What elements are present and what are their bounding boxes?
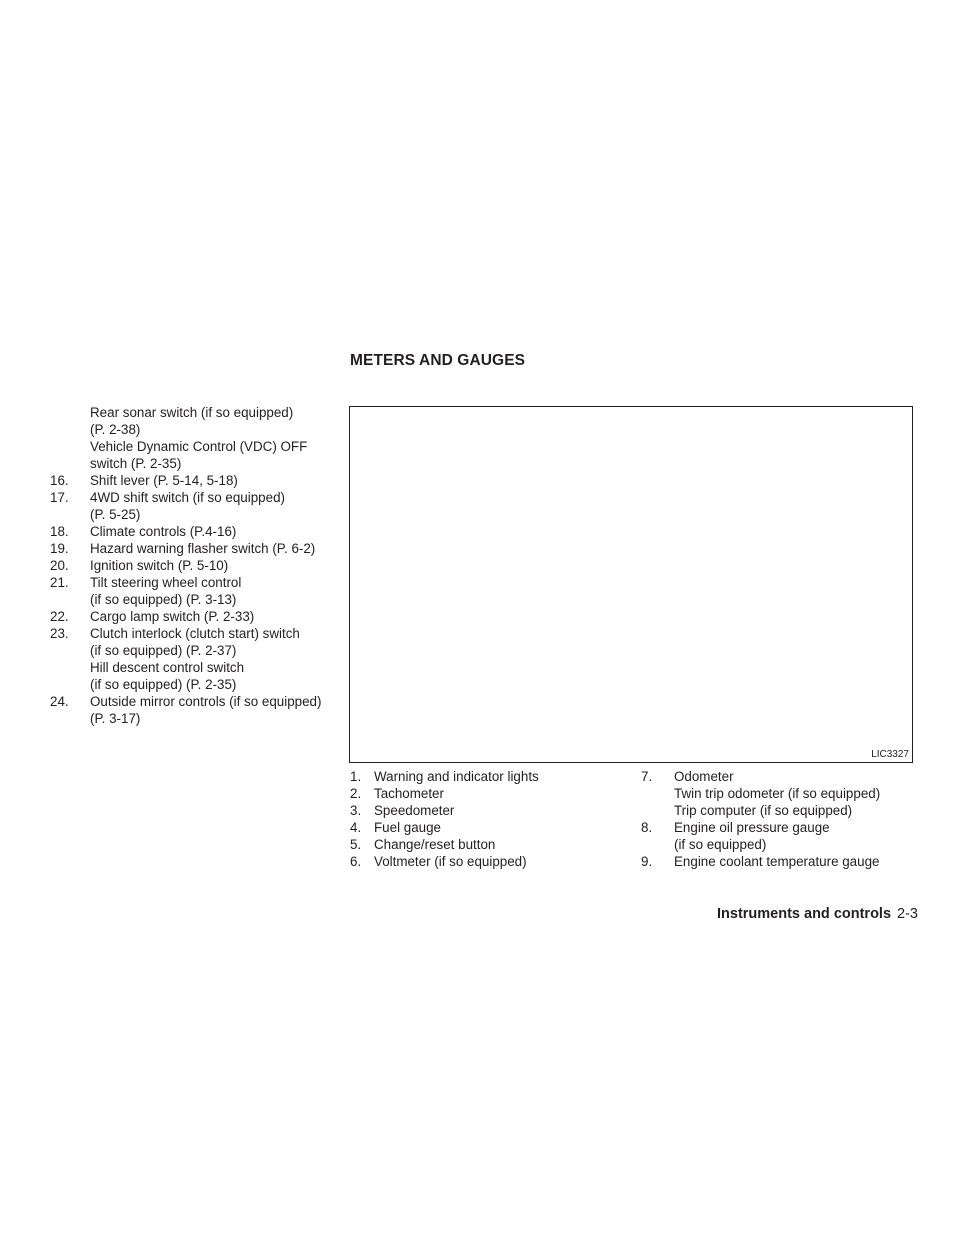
item-number: 17. xyxy=(50,490,69,505)
legend-item xyxy=(350,802,620,819)
item-number: 9. xyxy=(641,854,653,869)
legend-item xyxy=(641,819,921,853)
item-text: Engine oil pressure gauge xyxy=(674,820,830,835)
item-text: Vehicle Dynamic Control (VDC) OFF xyxy=(90,439,308,454)
list-item xyxy=(50,608,340,625)
item-text: Ignition switch (P. 5-10) xyxy=(90,558,229,573)
list-item xyxy=(50,472,340,489)
item-number: 18. xyxy=(50,524,69,539)
chapter-title: Instruments and controls xyxy=(717,906,892,922)
legend-item xyxy=(641,853,921,870)
item-number: 3. xyxy=(350,803,362,818)
item-text: Hill descent control switch xyxy=(90,660,245,675)
legend-item xyxy=(350,836,620,853)
item-number: 7. xyxy=(641,769,653,784)
item-number: 1. xyxy=(350,769,362,784)
controls-list xyxy=(50,404,340,727)
list-item xyxy=(50,540,340,557)
item-text: Speedometer xyxy=(374,803,455,818)
item-text: Rear sonar switch (if so equipped) xyxy=(90,405,294,420)
item-text: Odometer xyxy=(674,769,734,784)
item-text: Twin trip odometer (if so equipped) xyxy=(674,786,881,801)
item-text: Clutch interlock (clutch start) switch xyxy=(90,626,300,641)
item-text: Climate controls (P.4-16) xyxy=(90,524,237,539)
item-text: Outside mirror controls (if so equipped) xyxy=(90,694,322,709)
item-text: Engine coolant temperature gauge xyxy=(674,854,880,869)
legend-item xyxy=(350,819,620,836)
list-item xyxy=(50,404,340,472)
item-number: 16. xyxy=(50,473,69,488)
item-number: 21. xyxy=(50,575,69,590)
item-text: Voltmeter (if so equipped) xyxy=(374,854,527,869)
item-number: 22. xyxy=(50,609,69,624)
item-text: Fuel gauge xyxy=(374,820,442,835)
item-text: Cargo lamp switch (P. 2-33) xyxy=(90,609,255,624)
item-text: Warning and indicator lights xyxy=(374,769,539,784)
list-item xyxy=(50,625,340,693)
item-text: (if so equipped) (P. 2-35) xyxy=(90,677,237,692)
list-item xyxy=(50,557,340,574)
item-number: 2. xyxy=(350,786,362,801)
legend-item xyxy=(641,768,921,819)
item-text: (if so equipped) (P. 3-13) xyxy=(90,592,237,607)
list-item xyxy=(50,693,340,727)
item-number: 23. xyxy=(50,626,69,641)
item-text: 4WD shift switch (if so equipped) xyxy=(90,490,285,505)
instrument-cluster-figure xyxy=(349,406,913,763)
item-text: switch (P. 2-35) xyxy=(90,456,182,471)
list-item xyxy=(50,523,340,540)
figure-code: LIC3327 xyxy=(871,749,909,760)
legend-item xyxy=(350,768,620,785)
item-text: Shift lever (P. 5-14, 5-18) xyxy=(90,473,238,488)
item-text: (if so equipped) xyxy=(674,837,767,852)
page-footer xyxy=(717,906,918,922)
item-number: 4. xyxy=(350,820,362,835)
item-text: Trip computer (if so equipped) xyxy=(674,803,853,818)
figure-legend-right xyxy=(641,768,921,870)
item-text: Tilt steering wheel control xyxy=(90,575,242,590)
item-text: Hazard warning flasher switch (P. 6-2) xyxy=(90,541,316,556)
page-number: 2-3 xyxy=(897,906,918,922)
item-number: 19. xyxy=(50,541,69,556)
item-text: Tachometer xyxy=(374,786,444,801)
legend-item xyxy=(350,785,620,802)
item-text: (P. 3-17) xyxy=(90,711,141,726)
item-text: Change/reset button xyxy=(374,837,496,852)
list-item xyxy=(50,574,340,608)
item-number: 8. xyxy=(641,820,653,835)
list-item xyxy=(50,489,340,523)
item-number: 6. xyxy=(350,854,362,869)
item-text: (if so equipped) (P. 2-37) xyxy=(90,643,237,658)
item-number: 5. xyxy=(350,837,362,852)
section-title: METERS AND GAUGES xyxy=(350,352,526,369)
item-number: 20. xyxy=(50,558,69,573)
legend-item xyxy=(350,853,620,870)
item-number: 24. xyxy=(50,694,69,709)
item-text: (P. 5-25) xyxy=(90,507,141,522)
item-text: (P. 2-38) xyxy=(90,422,141,437)
figure-legend-left xyxy=(350,768,620,870)
